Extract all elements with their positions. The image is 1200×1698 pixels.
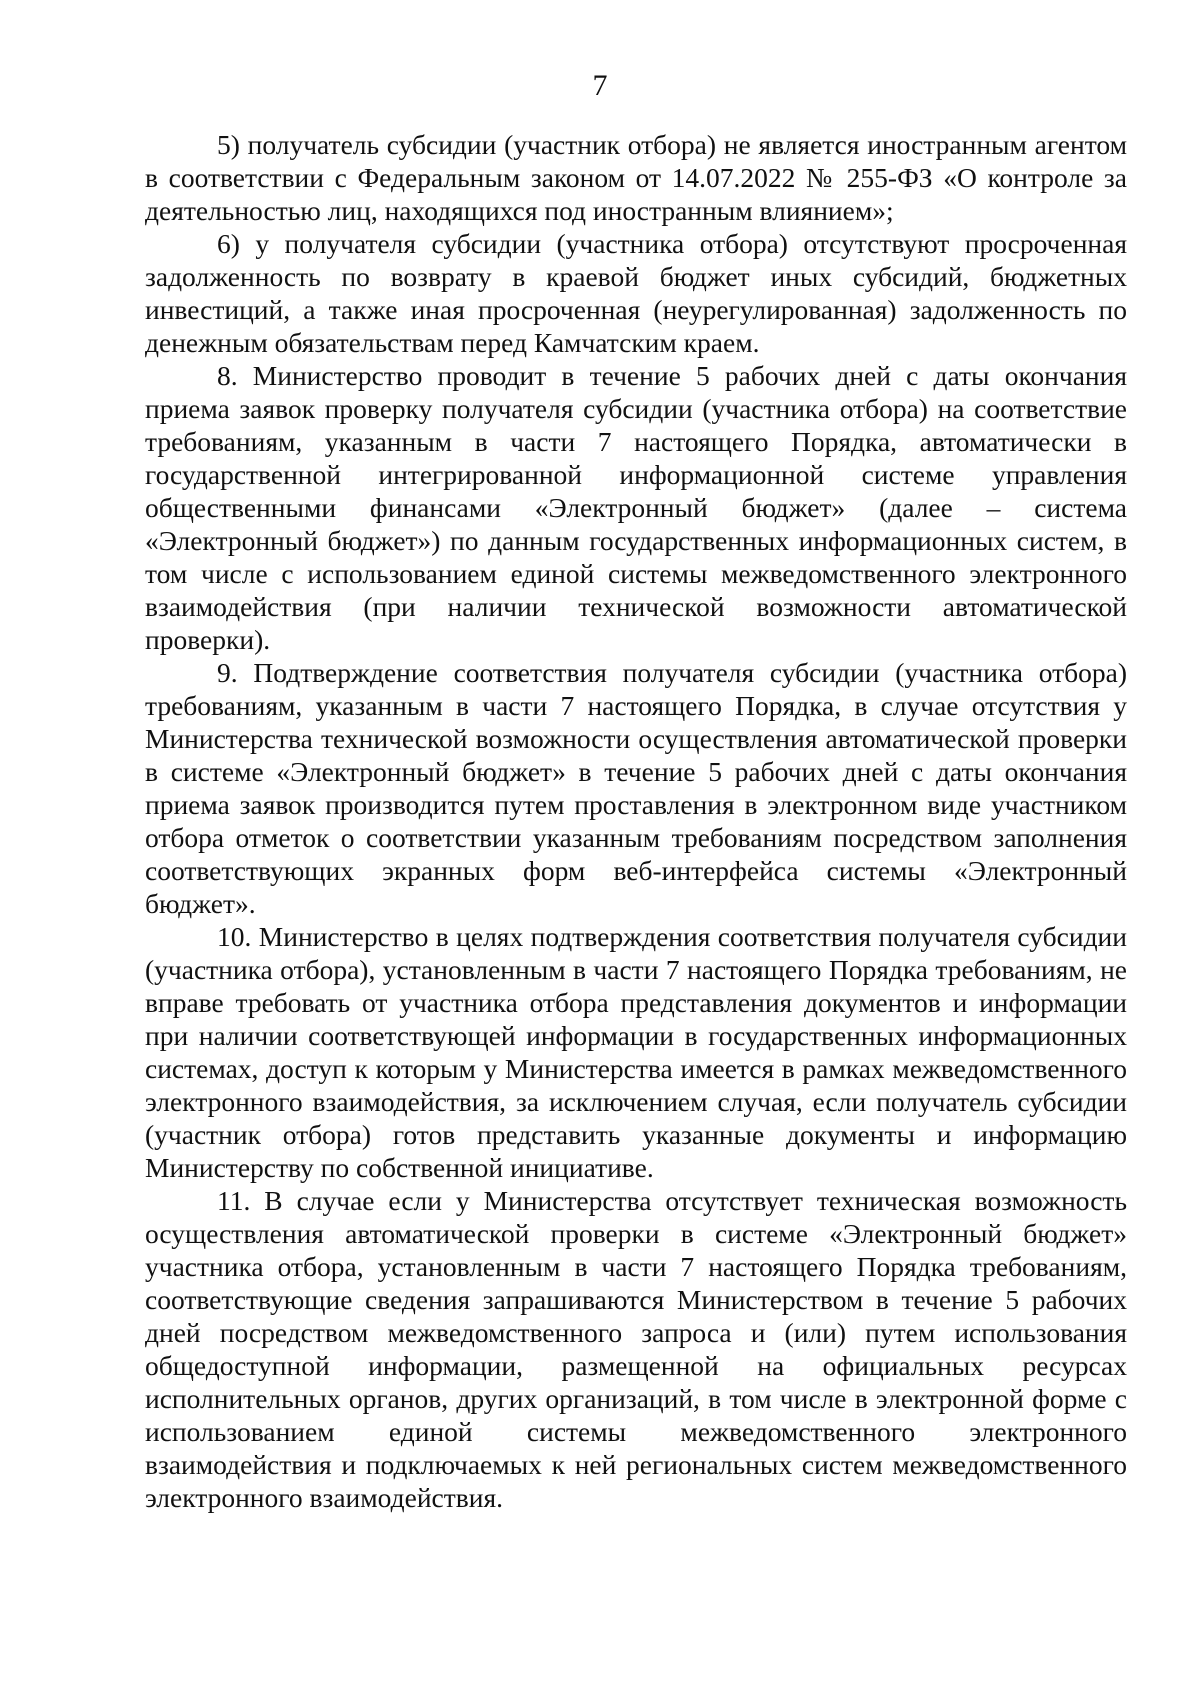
paragraph-section-9: 9. Подтверждение соответствия получателя субсидии (участника отбора) требованиям, указанным в части 7 настоящего Порядка, в случае отсутствия у Министерства технической возможности осуществления автоматической проверки в системе «Электронный бюджет» в течение 5 рабочих дней с даты окончания приема заявок производится путем проставления в электронном виде участником отбора отметок о соответствии указанным требованиям посредством заполнения соответствующих экранных форм веб-интерфейса системы «Электронный бюджет».	[145, 657, 1127, 919]
document-body	[145, 128, 1127, 1514]
paragraph-section-10: 10. Министерство в целях подтверждения соответствия получателя субсидии (участника отбора), установленным в части 7 настоящего Порядка требованиям, не вправе требовать от участника отбора представления документов и информации при наличии соответствующей информации в государственных информационных системах, доступ к которым у Министерства имеется в рамках межведомственного электронного взаимодействия, за исключением случая, если получатель субсидии (участник отбора) готов представить указанные документы и информацию Министерству по собственной инициативе.	[145, 921, 1127, 1183]
paragraph-item-5: 5) получатель субсидии (участник отбора) не является иностранным агентом в соответствии с Федеральным законом от 14.07.2022 № 255-ФЗ «О контроле за деятельностью лиц, находящихся под иностранным влиянием»;	[145, 129, 1127, 226]
paragraph-section-11: 11. В случае если у Министерства отсутствует техническая возможность осуществления автоматической проверки в системе «Электронный бюджет» участника отбора, установленным в части 7 настоящего Порядка требованиям, соответствующие сведения запрашиваются Министерством в течение 5 рабочих дней посредством межведомственного запроса и (или) путем использования общедоступной информации, размещенной на официальных ресурсах исполнительных органов, других организаций, в том числе в электронной форме с использованием единой системы межведомственного электронного взаимодействия и подключаемых к ней региональных систем межведомственного электронного взаимодействия.	[145, 1185, 1127, 1513]
page-number: 7	[592, 69, 608, 102]
paragraph-item-6: 6) у получателя субсидии (участника отбора) отсутствуют просроченная задолженность по возврату в краевой бюджет иных субсидий, бюджетных инвестиций, а также иная просроченная (неурегулированная) задолженность по денежным обязательствам перед Камчатским краем.	[145, 228, 1127, 358]
paragraph-section-8: 8. Министерство проводит в течение 5 рабочих дней с даты окончания приема заявок проверку получателя субсидии (участника отбора) на соответствие требованиям, указанным в части 7 настоящего Порядка, автоматически в государственной интегрированной информационной системе управления общественными финансами «Электронный бюджет» (далее – система «Электронный бюджет») по данным государственных информационных систем, в том числе с использованием единой системы межведомственного электронного взаимодействия (при наличии технической возможности автоматической проверки).	[145, 360, 1127, 655]
